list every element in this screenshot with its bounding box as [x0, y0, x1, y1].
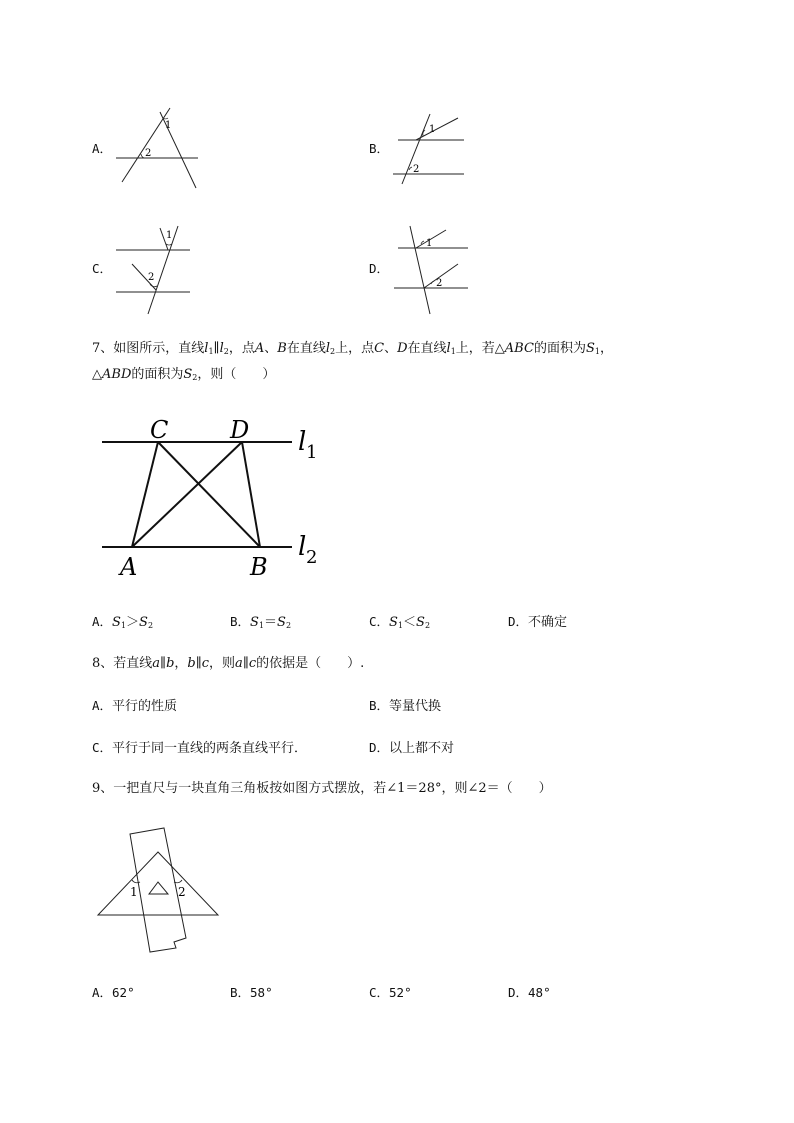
q8-option-d[interactable]: [369, 739, 454, 758]
q7-s1-sub: 1: [258, 621, 265, 630]
q7-s1-sub: 1: [120, 621, 127, 630]
q7-text: ，则（ ）: [197, 367, 276, 382]
q7-option-d-letter: D．: [508, 614, 529, 629]
q8-parallel: ∥: [160, 656, 167, 671]
q7-text: 7、如图所示，直线: [92, 341, 205, 356]
q7-text: 上，若△: [455, 341, 505, 356]
q7-option-a-letter: A．: [92, 614, 113, 629]
q7-fig-label-c: C: [150, 416, 169, 444]
q6c-angle1-label: 1: [166, 230, 173, 241]
q7-s2-sub: 2: [192, 373, 198, 382]
q6b-angle1-label: 1: [429, 124, 436, 135]
q8-option-a-text: 平行的性质: [112, 699, 178, 714]
q8-option-a[interactable]: [92, 697, 177, 716]
q8-option-c[interactable]: [92, 739, 307, 758]
q7-s: S: [277, 615, 286, 630]
q7-option-b[interactable]: [230, 613, 291, 635]
q6-option-c-letter: C．: [92, 261, 113, 276]
q8-option-b-text: 等量代换: [389, 699, 442, 714]
q7-parallel-symbol: ∥: [213, 341, 220, 356]
q7-l1-sub: 1: [208, 347, 214, 356]
q9-option-a[interactable]: [92, 984, 135, 1003]
q7-figure: [96, 412, 336, 586]
q7-triangle-abc: ABC: [504, 341, 534, 356]
q8-option-c-text: 平行于同一直线的两条直线平行．: [112, 741, 308, 756]
q9-figure: [94, 826, 224, 954]
q7-s2-sub: 2: [285, 621, 292, 630]
q7-l2-sub: 2: [330, 347, 336, 356]
q7-triangle-symbol: △: [92, 367, 102, 382]
q7-s2-sub: 2: [424, 621, 431, 630]
q9-option-d-text: 48°: [528, 985, 551, 1000]
q9-option-d-letter: D．: [508, 985, 529, 1000]
q8-text: ，: [174, 656, 188, 671]
q8-stem: [92, 655, 364, 673]
q6-option-b-figure: [390, 112, 474, 188]
q9-angle1-label: 1: [130, 885, 138, 899]
q7-s: S: [183, 367, 193, 382]
q6c-angle2-label: 2: [148, 272, 155, 283]
q7-text: 的面积为: [131, 367, 184, 382]
q7-point-b: B: [277, 341, 287, 356]
q7-s: S: [139, 615, 148, 630]
q8-b: b: [166, 656, 175, 671]
q7-s1-sub: 1: [594, 347, 600, 356]
q8-text: 8、若直线: [92, 656, 153, 671]
q7-text: 的面积为: [533, 341, 586, 356]
q9-option-c-letter: C．: [369, 985, 390, 1000]
q7-l2: l: [325, 341, 330, 356]
q9-option-b[interactable]: [230, 984, 273, 1003]
q7-fig-label-b: B: [250, 553, 268, 581]
q9-option-c-text: 52°: [389, 985, 412, 1000]
q6d-angle2-label: 2: [436, 278, 443, 289]
q8-option-d-letter: D．: [369, 740, 390, 755]
q7-option-c[interactable]: [369, 613, 430, 635]
q8-option-b[interactable]: [369, 697, 441, 716]
q9-option-a-text: 62°: [112, 985, 135, 1000]
q9-option-b-text: 58°: [250, 985, 273, 1000]
q8-a: a: [235, 656, 243, 671]
q7-fig-label-l1-sub: 1: [306, 442, 318, 463]
q7-fig-label-d: D: [230, 416, 250, 444]
q7-fig-label-a: A: [120, 553, 138, 581]
q9-option-c[interactable]: [369, 984, 412, 1003]
q9-option-d[interactable]: [508, 984, 551, 1003]
q7-l2: l: [219, 341, 224, 356]
q7-option-c-letter: C．: [369, 614, 390, 629]
q7-text: 上，点: [335, 341, 375, 356]
q8-b: b: [187, 656, 196, 671]
q7-stem-line2: [92, 366, 275, 387]
q6-option-d-letter: D．: [369, 261, 390, 276]
q8-c: c: [248, 656, 257, 671]
q6-option-b-letter: B．: [369, 141, 390, 156]
q7-triangle-abd: ABD: [102, 367, 132, 382]
q7-s2-sub: 2: [147, 621, 154, 630]
q7-option-d-text: 不确定: [528, 615, 568, 630]
q7-option-c-relation: ＜: [403, 615, 417, 630]
q6-option-a-figure: [110, 106, 210, 192]
q8-option-c-letter: C．: [92, 740, 113, 755]
q7-point-a: A: [254, 341, 265, 356]
q8-option-b-letter: B．: [369, 698, 390, 713]
q6b-angle2-label: 2: [413, 164, 420, 175]
q7-option-d[interactable]: [508, 613, 567, 632]
q6d-angle1-label: 1: [426, 238, 433, 249]
q7-point-d: D: [397, 341, 408, 356]
q7-stem-line1: 7、如图所示，直线$l_1\parallel l_2$，点A、B在直线$l_2$上，点C、D在直线$l_1$上，若△ABC的面积为$S_1$，: [92, 341, 613, 356]
q6-option-c-figure: [112, 224, 196, 316]
q7-option-b-relation: ＝: [264, 615, 278, 630]
q7-point-c: C: [374, 341, 385, 356]
q7-text: ，点: [228, 341, 255, 356]
q7-text: 在直线: [286, 341, 326, 356]
q9-angle2-label: 2: [178, 885, 186, 899]
q7-option-b-letter: B．: [230, 614, 251, 629]
q7-text: 、: [264, 341, 278, 356]
q9-option-b-letter: B．: [230, 985, 251, 1000]
q7-option-a-relation: ＞: [126, 615, 140, 630]
q7-s: S: [389, 615, 398, 630]
q7-s: S: [585, 341, 595, 356]
q9-stem: 9、一把直尺与一块直角三角板按如图方式摆放，若∠1＝28°，则∠2＝（ ）: [92, 781, 552, 796]
q7-fig-label-l2-sub: 2: [306, 547, 318, 568]
q8-text: ，则: [209, 656, 236, 671]
q7-fig-label-l2: l: [298, 532, 307, 562]
q7-s1-sub: 1: [397, 621, 404, 630]
q7-fig-label-l1: l: [298, 427, 307, 457]
q8-a: a: [152, 656, 161, 671]
q8-parallel: ∥: [195, 656, 202, 671]
q6a-angle2-label: 2: [145, 148, 152, 159]
q8-parallel: ∥: [242, 656, 249, 671]
q8-c: c: [201, 656, 210, 671]
q7-text: 、: [384, 341, 398, 356]
q9-option-a-letter: A．: [92, 985, 113, 1000]
q7-l1: l: [446, 341, 451, 356]
q8-option-a-letter: A．: [92, 698, 113, 713]
q7-l1-sub: 1: [450, 347, 456, 356]
q6a-angle1-label: 1: [165, 120, 172, 131]
q7-s: S: [250, 615, 259, 630]
q7-s: S: [112, 615, 121, 630]
q6-option-d-figure: [390, 224, 474, 316]
q8-text: 的依据是（ ）.: [256, 656, 365, 671]
q7-l1: l: [204, 341, 209, 356]
q7-s: S: [416, 615, 425, 630]
q8-option-d-text: 以上都不对: [389, 741, 455, 756]
q7-text: 在直线: [407, 341, 447, 356]
q6-option-a-letter: A．: [92, 141, 113, 156]
q7-option-a[interactable]: [92, 613, 153, 635]
q7-l2-sub: 2: [223, 347, 229, 356]
